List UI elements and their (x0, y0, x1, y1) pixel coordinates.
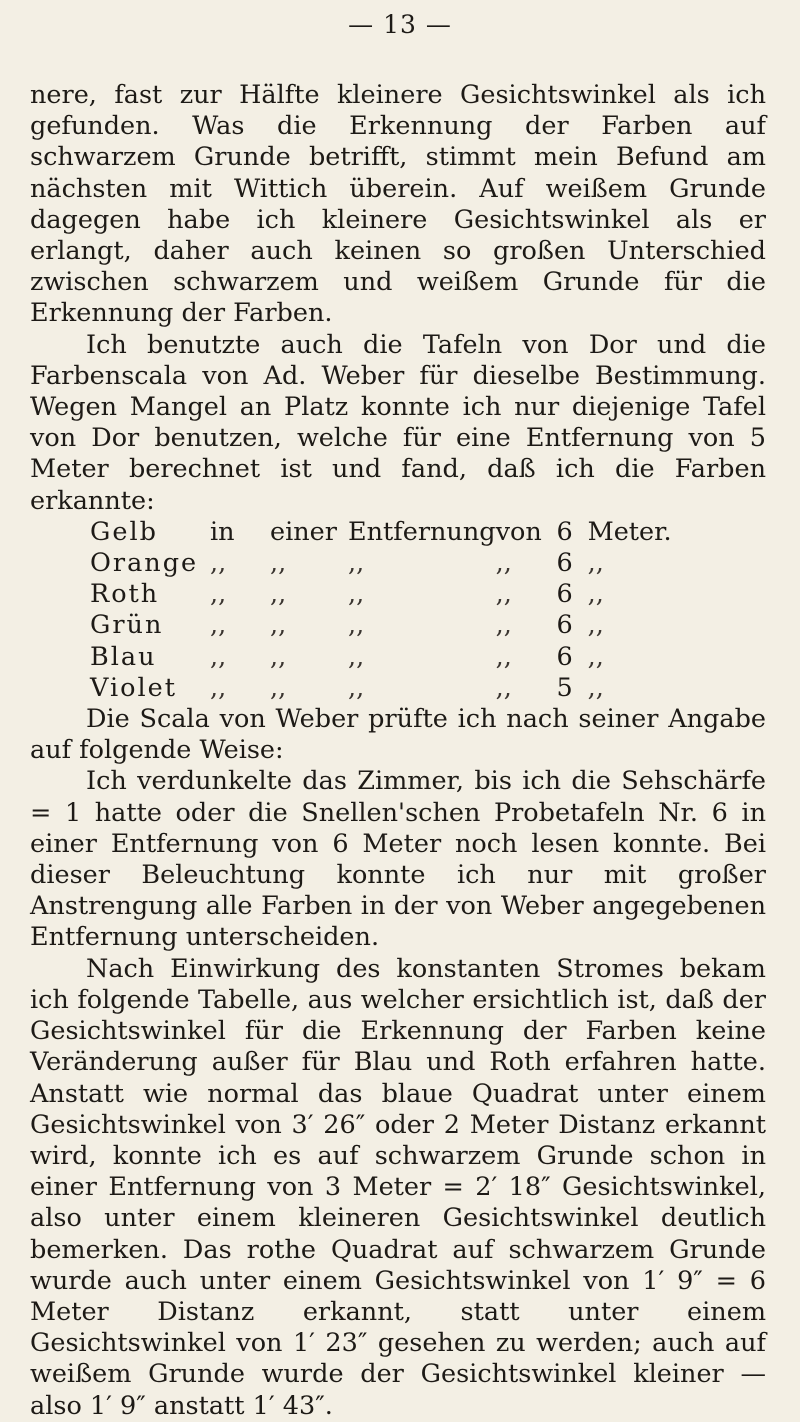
table-cell: in (210, 516, 235, 547)
table-cell: ,, (495, 548, 512, 579)
table-cell: ,, (495, 641, 512, 672)
distance-value: 5 (556, 672, 573, 703)
paragraph-4: Ich verdunkelte das Zimmer, bis ich die Sehschärfe = 1 hatte oder die Snellen'schen Probetafeln Nr. 6 in einer Entfernung von 6 Meter noch lesen konnte. Bei dieser Beleuchtung konnte ich nur mit großer Anstrengung alle Farben in der von Weber angegebenen Entfernung unterscheiden. (30, 766, 766, 953)
table-cell: ,, (348, 672, 365, 703)
table-cell: ,, (270, 579, 287, 610)
color-distance-table (90, 517, 672, 704)
color-name: Blau (90, 641, 157, 672)
table-cell: Entfernung (348, 516, 496, 547)
distance-unit: Meter. (587, 516, 672, 547)
table-cell: ,, (210, 548, 227, 579)
table-cell: ,, (270, 548, 287, 579)
table-cell: ,, (348, 641, 365, 672)
distance-unit: ,, (587, 641, 604, 672)
distance-unit: ,, (587, 579, 604, 610)
table-cell: ,, (210, 579, 227, 610)
table-cell: von (495, 516, 542, 547)
color-row (90, 642, 672, 673)
distance-unit: ,, (587, 548, 604, 579)
color-name: Roth (90, 579, 160, 610)
distance-value: 6 (556, 641, 573, 672)
page-number: — 13 — (348, 10, 452, 39)
color-row (90, 610, 672, 641)
table-cell: ,, (348, 548, 365, 579)
color-name: Orange (90, 548, 199, 579)
table-cell: ,, (210, 672, 227, 703)
color-name: Violet (90, 672, 177, 703)
table-cell: ,, (495, 579, 512, 610)
distance-value: 6 (556, 610, 573, 641)
paragraph-2: Ich benutzte auch die Tafeln von Dor und die Farbenscala von Ad. Weber für dieselbe Bestimmung. Wegen Mangel an Platz konnte ich nur diejenige Tafel von Dor benutzen, welche für eine Entfernung von 5 Meter berechnet ist und fand, daß ich die Farben erkannte: (30, 329, 766, 516)
table-cell: ,, (348, 579, 365, 610)
color-row (90, 579, 672, 610)
distance-value: 6 (556, 579, 573, 610)
color-row (90, 517, 672, 548)
table-cell: ,, (270, 641, 287, 672)
distance-value: 6 (556, 548, 573, 579)
table-cell: ,, (495, 610, 512, 641)
color-row (90, 548, 672, 579)
table-cell: ,, (270, 672, 287, 703)
table-cell: ,, (495, 672, 512, 703)
paragraph-5: Nach Einwirkung des konstanten Stromes bekam ich folgende Tabelle, aus welcher ersichtlich ist, daß der Gesichtswinkel für die Erkennung der Farben keine Veränderung außer für Blau und Roth erfahren hatte. Anstatt wie normal das blaue Quadrat unter einem Gesichtswinkel von 3′ 26″ oder 2 Meter Distanz erkannt wird, konnte ich es auf schwarzem Grunde schon in einer Entfernung von 3 Meter = 2′ 18″ Gesichtswinkel, also unter einem kleineren Gesichtswinkel deutlich bemerken. Das rothe Quadrat auf schwarzem Grunde wurde auch unter einem Gesichtswinkel von 1′ 9″ = 6 Meter Distanz erkannt, statt unter einem Gesichtswinkel von 1′ 23″ gesehen zu werden; auch auf weißem Grunde wurde der Gesichtswinkel kleiner — also 1′ 9″ anstatt 1′ 43″. (30, 953, 766, 1421)
color-name: Gelb (90, 516, 158, 547)
table-cell: ,, (210, 641, 227, 672)
distance-unit: ,, (587, 610, 604, 641)
table-cell: einer (270, 516, 337, 547)
distance-unit: ,, (587, 672, 604, 703)
table-cell: ,, (270, 610, 287, 641)
paragraph-3: Die Scala von Weber prüfte ich nach seiner Angabe auf folgende Weise: (30, 704, 766, 766)
color-name: Grün (90, 610, 164, 641)
distance-value: 6 (556, 516, 573, 547)
color-row (90, 673, 672, 704)
body-text (30, 80, 766, 1422)
table-cell: ,, (210, 610, 227, 641)
paragraph-1: nere, fast zur Hälfte kleinere Gesichtswinkel als ich gefunden. Was die Erkennung der Farben auf schwarzem Grunde betrifft, stimmt mein Befund am nächsten mit Wittich überein. Auf weißem Grunde dagegen habe ich kleinere Gesichtswinkel als er erlangt, daher auch keinen so großen Unterschied zwischen schwarzem und weißem Grunde für die Erkennung der Farben. (30, 80, 766, 329)
table-cell: ,, (348, 610, 365, 641)
